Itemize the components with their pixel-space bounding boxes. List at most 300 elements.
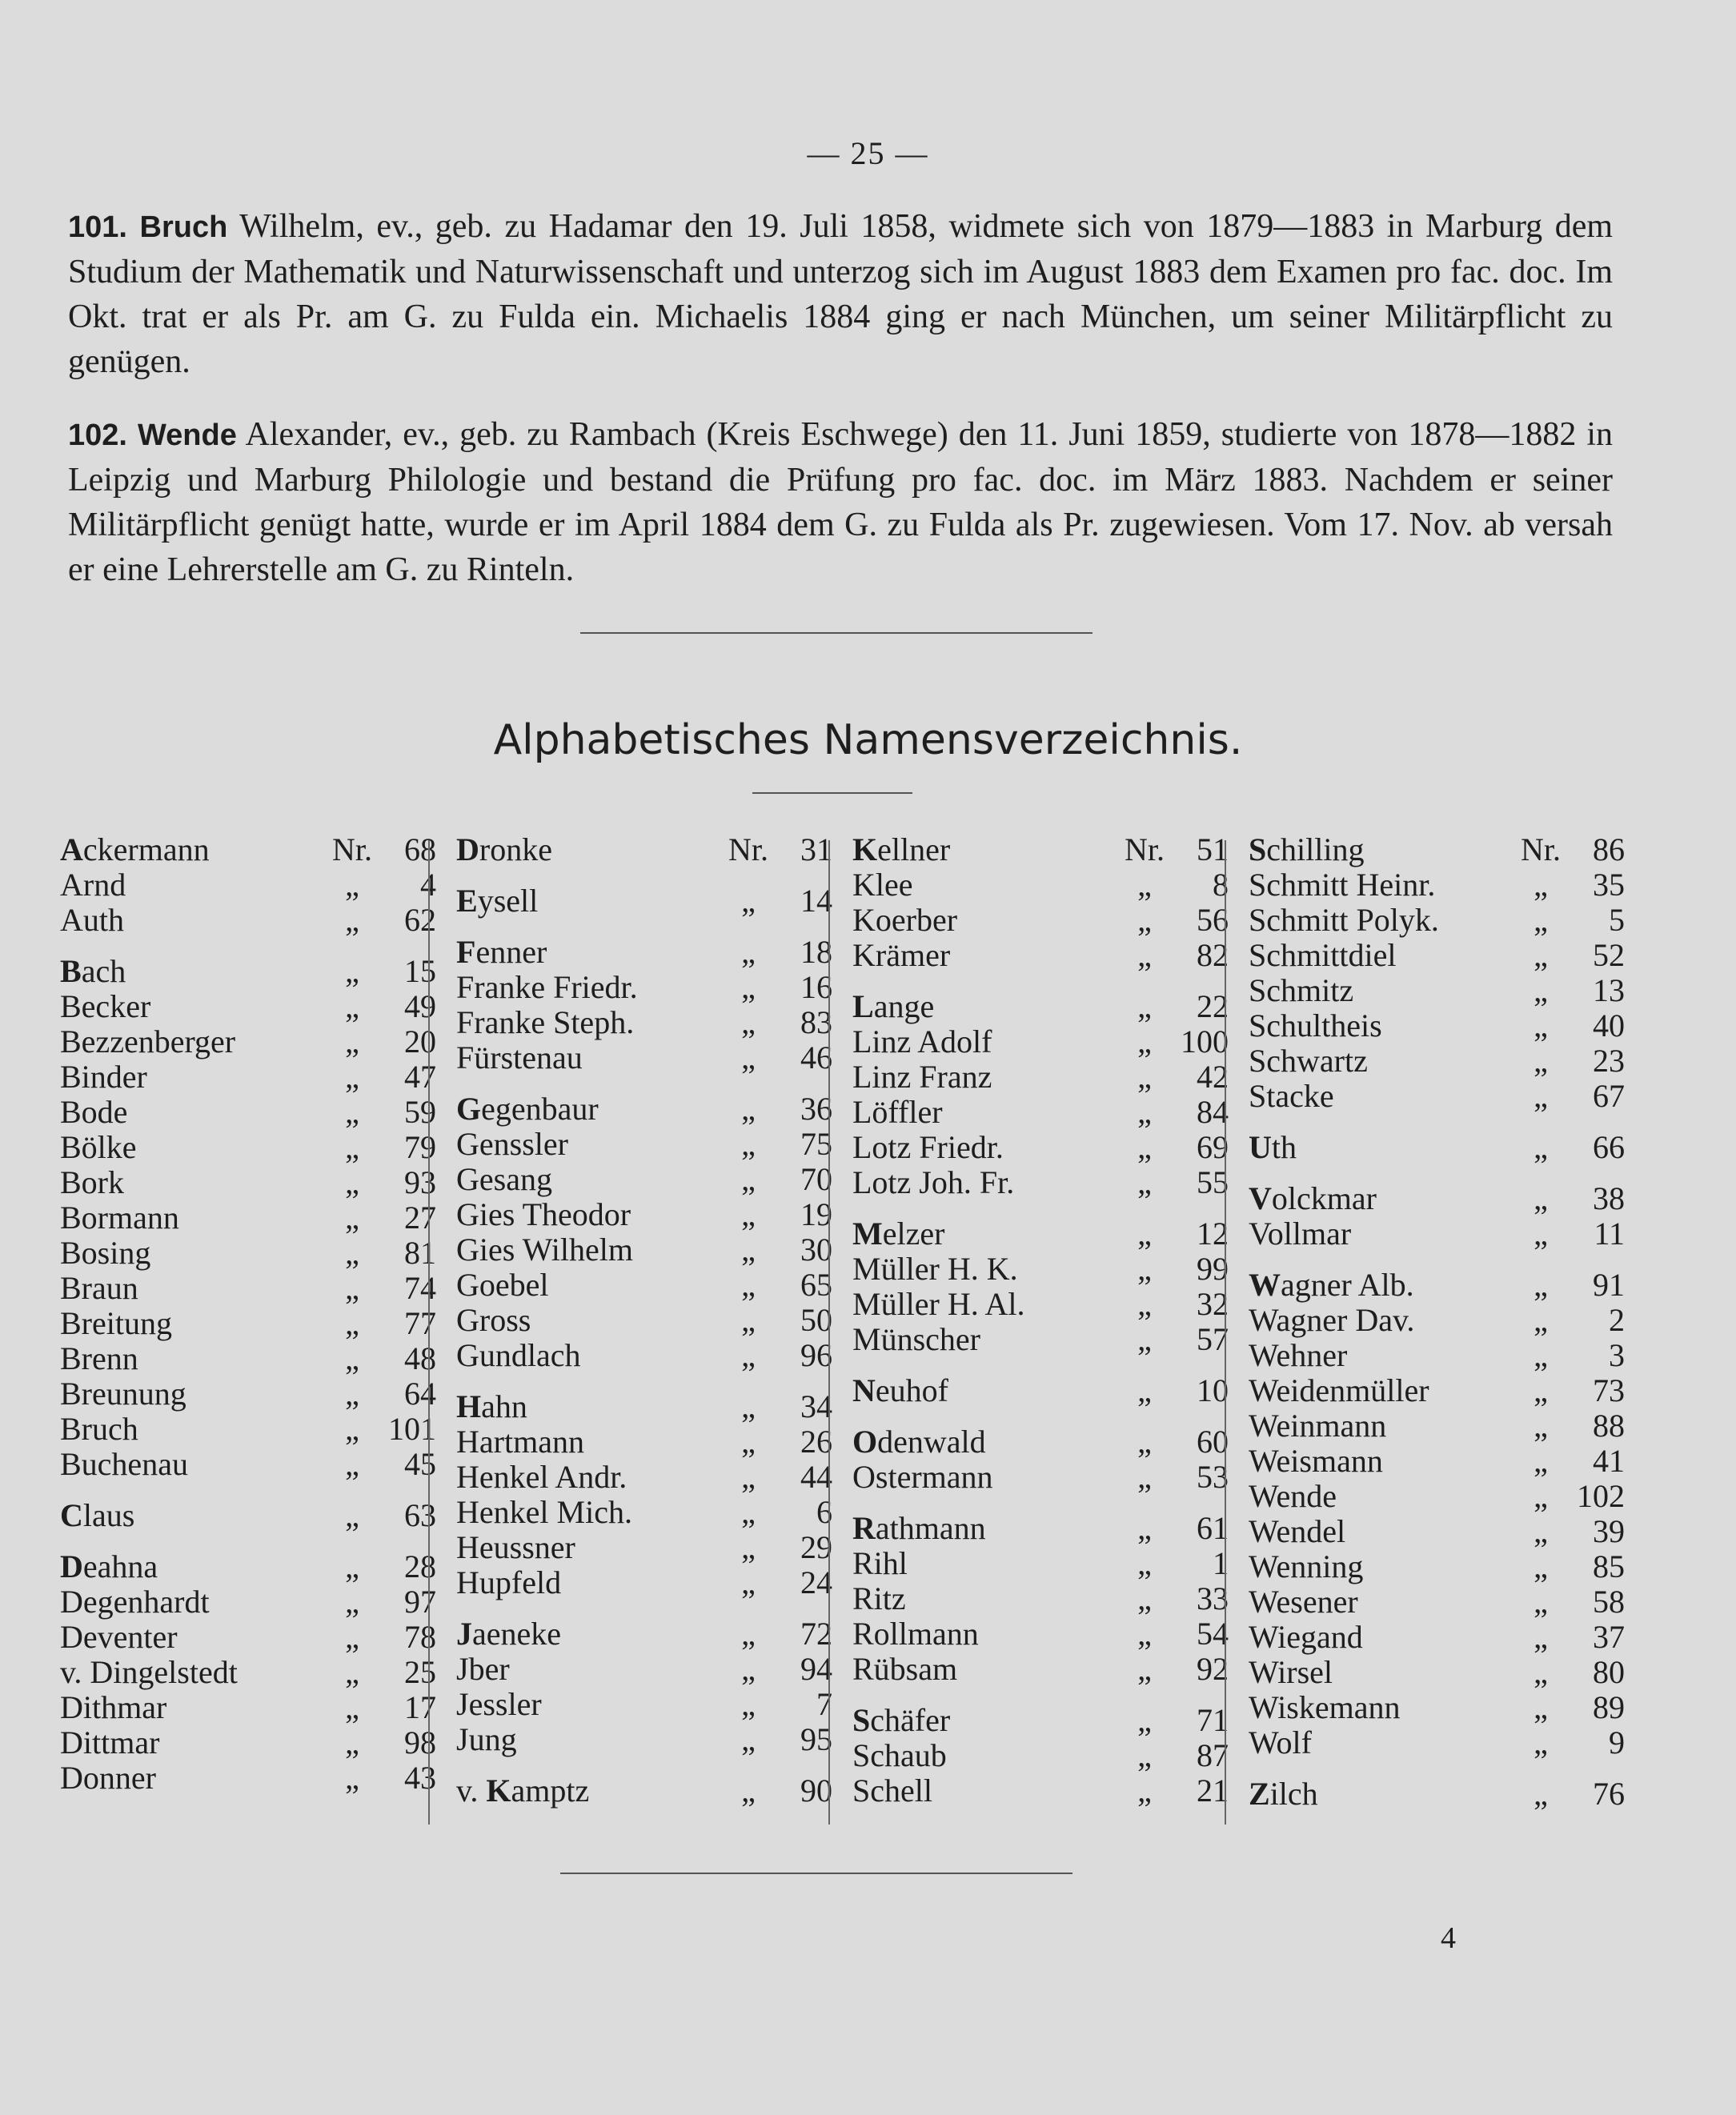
index-row [60,1549,436,1584]
index-name: Wiskemann [1249,1689,1401,1725]
index-name: Lotz Joh. Fr. [852,1164,1015,1200]
index-row [1249,903,1625,938]
index-row [60,1306,436,1341]
index-number: 54 [1197,1616,1229,1652]
index-row [852,1546,1229,1581]
index-row [456,1092,832,1127]
column-divider [1225,840,1226,1825]
index-number: 94 [800,1651,832,1687]
index-name: Brenn [60,1340,138,1376]
index-name: Goebel [456,1267,549,1303]
index-number: 62 [404,902,436,938]
index-marker: „ [741,1161,756,1197]
index-number: 67 [1593,1078,1625,1114]
index-number: 16 [800,969,832,1005]
index-row [1249,1584,1625,1620]
index-row [60,1447,436,1482]
index-marker: „ [345,1376,359,1412]
index-row [1249,1216,1625,1252]
index-row [60,989,436,1024]
index-marker: „ [345,1094,359,1130]
index-marker: „ [741,969,756,1005]
index-marker: „ [741,1721,756,1757]
column-divider [428,840,430,1825]
index-name: Linz Franz [852,1059,992,1095]
index-marker: „ [741,1564,756,1600]
index-name: Rübsam [852,1651,958,1687]
index-number: 9 [1609,1724,1625,1760]
index-name: Löffler [852,1094,943,1130]
index-name: Odenwald [852,1424,986,1460]
index-number: 8 [1213,867,1229,903]
column-divider [828,840,830,1825]
index-number: 14 [800,883,832,919]
index-row [456,1005,832,1040]
index-row [456,1127,832,1162]
index-marker: „ [741,1494,756,1530]
index-name: Wenning [1249,1548,1364,1584]
index-number: 81 [404,1235,436,1271]
index-name: Zilch [1249,1776,1318,1812]
index-name: Gundlach [456,1337,581,1373]
index-number: 86 [1593,831,1625,867]
index-marker: Nr. [728,831,768,867]
index-number: 98 [404,1724,436,1760]
index-name: Schwartz [1249,1043,1368,1079]
index-number: 65 [800,1267,832,1303]
index-row [60,1498,436,1533]
index-row [456,1652,832,1687]
index-row [1249,1181,1625,1216]
index-name: Weinmann [1249,1408,1387,1444]
index-name: Kellner [852,831,951,867]
index-marker: „ [741,1529,756,1565]
index-marker: „ [345,1689,359,1725]
index-row [456,832,832,867]
index-marker: „ [345,1200,359,1236]
index-marker: „ [345,1129,359,1165]
index-name: Müller H. K. [852,1251,1018,1287]
index-row [852,1511,1229,1546]
index-number: 25 [404,1654,436,1690]
index-name: Claus [60,1497,135,1533]
index-marker: „ [1137,1286,1152,1322]
index-number: 79 [404,1129,436,1165]
index-name: Ritz [852,1580,906,1616]
index-number: 88 [1593,1408,1625,1444]
index-row [1249,1514,1625,1549]
index-row [852,1373,1229,1408]
index-row [1249,1777,1625,1812]
index-row [60,1341,436,1376]
entry-name: Wende [137,419,237,452]
index-marker: „ [345,1760,359,1796]
index-number: 68 [404,831,436,867]
index-row [852,1252,1229,1287]
index-marker: „ [741,1004,756,1040]
index-marker: „ [1534,1267,1548,1303]
heading-underline [752,792,912,794]
index-row [1249,1620,1625,1655]
index-number: 84 [1197,1094,1229,1130]
index-name: Bode [60,1094,128,1130]
index-marker: „ [1534,1129,1548,1165]
index-row [852,1738,1229,1773]
index-name: Neuhof [852,1372,948,1408]
index-row [456,1722,832,1757]
index-marker: „ [1534,1478,1548,1514]
index-row [852,1652,1229,1687]
index-number: 10 [1197,1372,1229,1408]
index-number: 30 [800,1232,832,1268]
index-marker: „ [1137,1702,1152,1738]
index-marker: „ [1137,902,1152,938]
index-row [852,1024,1229,1060]
index-number: 75 [800,1126,832,1162]
index-number: 91 [1593,1267,1625,1303]
index-marker: „ [741,1388,756,1424]
index-number: 6 [816,1494,832,1530]
index-row [456,1268,832,1303]
index-row [852,1130,1229,1165]
index-marker: „ [345,1654,359,1690]
index-number: 77 [404,1305,436,1341]
index-name: Deventer [60,1619,178,1655]
index-row [1249,1549,1625,1584]
biography-entry-102 [68,412,1613,592]
index-number: 73 [1593,1372,1625,1408]
index-number: 45 [404,1446,436,1482]
index-name: Krämer [852,937,951,973]
index-marker: „ [345,1497,359,1533]
index-row [60,1584,436,1620]
index-name: Hupfeld [456,1564,562,1600]
index-row [60,1620,436,1655]
index-row [1249,1008,1625,1043]
index-name: Wagner Dav. [1249,1302,1415,1338]
index-name: Volckmar [1249,1180,1377,1216]
index-row [1249,1690,1625,1725]
index-number: 7 [816,1686,832,1722]
index-number: 93 [404,1164,436,1200]
index-marker: „ [1534,1619,1548,1655]
index-number: 20 [404,1023,436,1060]
index-marker: „ [1137,1651,1152,1687]
index-column-1 [60,832,436,1796]
index-row [60,1655,436,1690]
index-name: Schell [852,1773,932,1809]
index-row [1249,1725,1625,1760]
index-row [852,903,1229,938]
index-column-2 [456,832,832,1809]
index-name: Becker [60,988,151,1024]
index-name: Heussner [456,1529,575,1565]
index-number: 17 [404,1689,436,1725]
index-marker: „ [741,1091,756,1127]
index-marker: „ [1534,1078,1548,1114]
index-number: 58 [1593,1584,1625,1620]
index-row [1249,1444,1625,1479]
index-marker: „ [345,1340,359,1376]
index-marker: „ [345,1584,359,1620]
index-row [852,1703,1229,1738]
index-marker: „ [1137,1737,1152,1773]
entry-number: 101. [68,210,127,244]
index-row [60,1130,436,1165]
index-number: 74 [404,1270,436,1306]
bottom-divider [560,1873,1072,1874]
index-row [456,1338,832,1373]
index-name: Schmitt Polyk. [1249,902,1439,938]
index-number: 47 [404,1059,436,1095]
index-number: 100 [1181,1023,1229,1060]
index-row [456,1565,832,1600]
index-name: Wehner [1249,1337,1348,1373]
index-marker: „ [1534,937,1548,973]
index-name: Buchenau [60,1446,188,1482]
index-number: 18 [800,934,832,970]
index-marker: „ [1534,1548,1548,1584]
index-number: 39 [1593,1513,1625,1549]
index-number: 22 [1197,988,1229,1024]
index-marker: „ [1534,1689,1548,1725]
index-number: 1 [1213,1545,1229,1581]
index-name: Wiegand [1249,1619,1363,1655]
index-row [1249,1079,1625,1114]
index-number: 64 [404,1376,436,1412]
index-name: Hahn [456,1388,527,1424]
index-number: 23 [1593,1043,1625,1079]
index-name: Rihl [852,1545,908,1581]
index-name: Gegenbaur [456,1091,599,1127]
index-row [456,1162,832,1197]
index-marker: „ [1137,1251,1152,1287]
index-number: 60 [1197,1424,1229,1460]
index-row [852,1165,1229,1200]
index-name: Breunung [60,1376,186,1412]
index-name: Franke Steph. [456,1004,635,1040]
index-number: 76 [1593,1776,1625,1812]
index-name: Weismann [1249,1443,1383,1479]
index-name: Genssler [456,1126,568,1162]
index-marker: „ [1137,1616,1152,1652]
index-row [60,867,436,903]
index-marker: „ [741,934,756,970]
index-row [456,1687,832,1722]
index-marker: „ [1137,1164,1152,1200]
index-name: Henkel Mich. [456,1494,632,1530]
index-number: 5 [1609,902,1625,938]
index-row [60,954,436,989]
index-marker: „ [1137,1580,1152,1616]
index-name: Dittmar [60,1724,160,1760]
index-name: Lotz Friedr. [852,1129,1004,1165]
index-name: Klee [852,867,913,903]
index-row [852,1322,1229,1357]
index-row [1249,1268,1625,1303]
index-name: Franke Friedr. [456,969,638,1005]
index-number: 21 [1197,1773,1229,1809]
index-row [1249,938,1625,973]
index-row [60,1200,436,1236]
index-number: 46 [800,1039,832,1076]
index-marker: „ [1137,1510,1152,1546]
index-marker: „ [741,1773,756,1809]
index-row [852,1216,1229,1252]
index-name: Vollmar [1249,1216,1352,1252]
index-name: Bölke [60,1129,137,1165]
index-number: 78 [404,1619,436,1655]
index-row [1249,832,1625,867]
index-number: 32 [1197,1286,1229,1322]
index-row [456,1460,832,1495]
index-name: Lange [852,988,935,1024]
index-name: Degenhardt [60,1584,210,1620]
index-number: 35 [1593,867,1625,903]
index-column-4 [1249,832,1625,1812]
index-marker: „ [741,1267,756,1303]
index-name: Schultheis [1249,1007,1382,1043]
index-row [852,1581,1229,1616]
index-row [60,1024,436,1060]
index-number: 37 [1593,1619,1625,1655]
index-marker: „ [1137,1216,1152,1252]
index-row [1249,1303,1625,1338]
index-marker: „ [345,1270,359,1306]
index-number: 49 [404,988,436,1024]
index-row [852,989,1229,1024]
index-row [1249,1043,1625,1079]
biography-entry-101 [68,204,1613,384]
index-row [456,1773,832,1809]
index-row [60,1376,436,1412]
index-name: Jessler [456,1686,542,1722]
index-number: 3 [1609,1337,1625,1373]
index-row [60,1165,436,1200]
index-row [1249,1130,1625,1165]
index-name: v. Dingelstedt [60,1654,238,1690]
index-number: 82 [1197,937,1229,973]
index-marker: „ [345,1548,359,1584]
index-name: Rollmann [852,1616,979,1652]
index-row [456,935,832,970]
index-name: Wirsel [1249,1654,1333,1690]
index-number: 34 [800,1388,832,1424]
index-marker: „ [1137,1094,1152,1130]
index-marker: „ [1534,1584,1548,1620]
index-number: 51 [1197,831,1229,867]
index-row [456,1495,832,1530]
index-name: Schaub [852,1737,947,1773]
index-name: Koerber [852,902,958,938]
index-name: Bormann [60,1200,179,1236]
index-name: Braun [60,1270,138,1306]
index-number: 83 [800,1004,832,1040]
index-number: 15 [404,953,436,989]
index-marker: „ [345,902,359,938]
page-number: — 25 — [807,135,929,171]
index-row [852,1460,1229,1495]
section-divider [580,632,1093,634]
index-marker: „ [1534,867,1548,903]
index-marker: „ [741,1424,756,1460]
index-marker: „ [345,1619,359,1655]
index-marker: „ [741,883,756,919]
index-number: 96 [800,1337,832,1373]
index-number: 38 [1593,1180,1625,1216]
index-row [456,1424,832,1460]
index-row [852,1616,1229,1652]
index-row [60,1095,436,1130]
index-marker: „ [1534,1180,1548,1216]
index-number: 89 [1593,1689,1625,1725]
index-marker: „ [1534,1043,1548,1079]
index-marker: „ [741,1459,756,1495]
index-row [852,1287,1229,1322]
index-number: 31 [800,831,832,867]
index-marker: „ [1137,1424,1152,1460]
index-number: 102 [1577,1478,1625,1514]
index-marker: „ [1534,1007,1548,1043]
index-marker: „ [345,1411,359,1447]
index-row [852,1773,1229,1809]
index-marker: „ [1137,1545,1152,1581]
index-name: Müller H. Al. [852,1286,1025,1322]
index-name: Fenner [456,934,547,970]
index-number: 50 [800,1302,832,1338]
index-marker: „ [1534,1302,1548,1338]
index-number: 97 [404,1584,436,1620]
index-number: 59 [404,1094,436,1130]
index-number: 55 [1197,1164,1229,1200]
index-marker: „ [1534,1216,1548,1252]
index-marker: „ [1534,1513,1548,1549]
index-number: 26 [800,1424,832,1460]
index-number: 19 [800,1196,832,1232]
index-name: v. Kamptz [456,1773,590,1809]
index-name: Stacke [1249,1078,1334,1114]
index-row [60,1760,436,1796]
index-row [456,1197,832,1232]
index-name: Jung [456,1721,517,1757]
entry-text: Wilhelm, ev., geb. zu Hadamar den 19. Juli 1858, widmete sich von 1879—1883 in Marburg dem Studium der Mathematik und Naturwissenschaft und unterzog sich im August 1883 dem Examen pro fac. doc. Im Okt. trat er als Pr. am G. zu Fulda ein. Michaelis 1884 ging er nach München, um seiner Militärpflicht zu genügen. [68,208,1614,380]
index-name: Arnd [60,867,126,903]
index-marker: „ [741,1651,756,1687]
index-name: Bezzenberger [60,1023,236,1060]
index-name: Schmittdiel [1249,937,1397,973]
index-marker: „ [1137,1129,1152,1165]
index-row [1249,1338,1625,1373]
index-name: Hartmann [456,1424,584,1460]
index-name: Deahna [60,1548,158,1584]
index-marker: „ [1534,1776,1548,1812]
index-marker: „ [1534,1724,1548,1760]
index-column-3 [852,832,1229,1809]
index-name: Gross [456,1302,531,1338]
index-name: Gies Wilhelm [456,1232,633,1268]
index-name: Gies Theodor [456,1196,631,1232]
index-marker: „ [741,1126,756,1162]
index-name: Wagner Alb. [1249,1267,1414,1303]
index-name: Jaeneke [456,1616,562,1652]
index-row [1249,973,1625,1008]
index-number: 57 [1197,1321,1229,1357]
index-row [60,1060,436,1095]
index-number: 24 [800,1564,832,1600]
index-number: 56 [1197,902,1229,938]
index-number: 2 [1609,1302,1625,1338]
index-number: 27 [404,1200,436,1236]
